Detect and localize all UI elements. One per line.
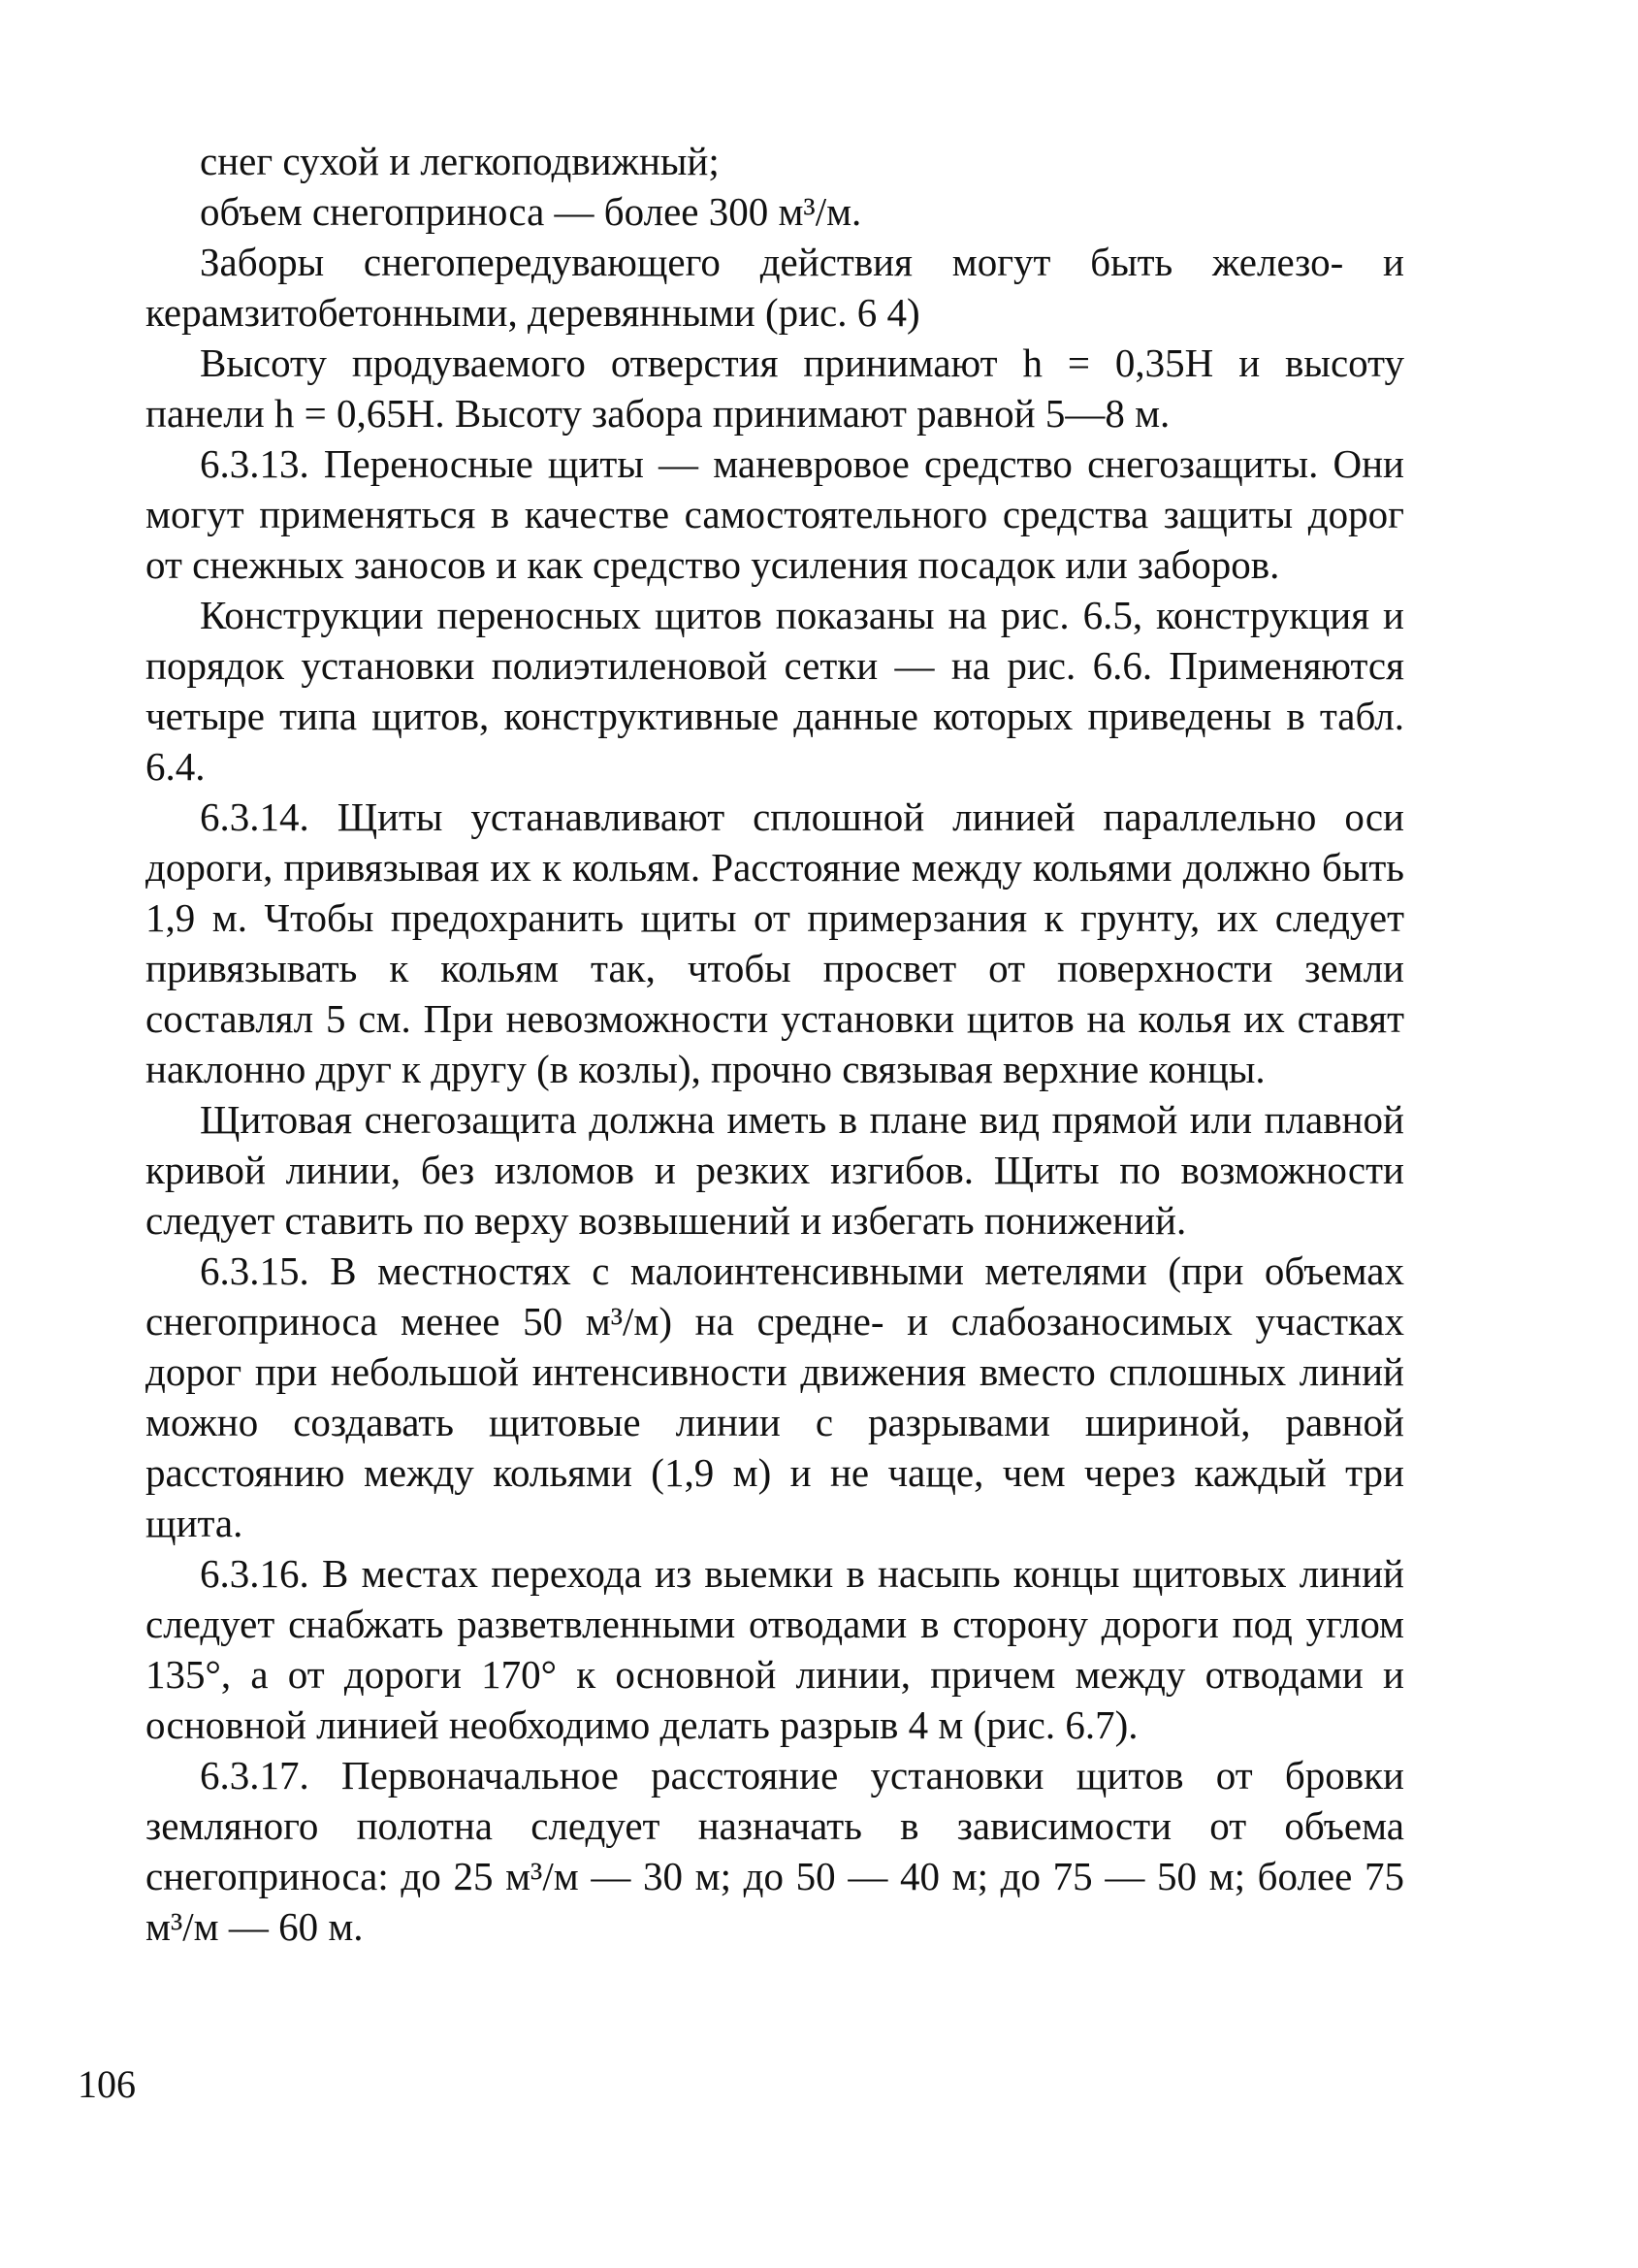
paragraph-3: Заборы снегопередувающего действия могут быть железо- и керамзитобетонными, деревянными (рис. 6 4) (145, 240, 1404, 335)
paragraph-4: Высоту продуваемого отверстия принимают h = 0,35H и высоту панели h = 0,65H. Высоту забора принимают равной 5—8 м. (145, 340, 1404, 436)
paragraph-1: снег сухой и легкоподвижный; (200, 139, 720, 183)
page-body (145, 136, 1404, 1952)
paragraph-6: Конструкции переносных щитов показаны на рис. 6.5, конструкция и порядок установки полиэтиленовой сетки — на рис. 6.6. Применяются четыре типа щитов, конструктивные данные которых приведены в табл. 6.4. (145, 593, 1404, 789)
paragraph-2: объем снегоприноса — более 300 м³/м. (200, 189, 862, 234)
paragraph-5: 6.3.13. Переносные щиты — маневровое средство снегозащиты. Они могут применяться в качестве самостоятельного средства защиты дорог от снежных заносов и как средство усиления посадок или заборов. (145, 441, 1404, 587)
paragraph-9: 6.3.15. В местностях с малоинтенсивными метелями (при объемах снегоприноса менее 50 м³/м) на средне- и слабозаносимых участках дорог при небольшой интенсивности движения вместо сплошных линий можно создавать щитовые линии с разрывами шириной, равной расстоянию между кольями (1,9 м) и не чаще, чем через каждый три щита. (145, 1248, 1404, 1545)
paragraph-7: 6.3.14. Щиты устанавливают сплошной линией параллельно оси дороги, привязывая их к кольям. Расстояние между кольями должно быть 1,9 м. Чтобы предохранить щиты от примерзания к грунту, их следует привязывать к кольям так, чтобы просвет от поверхности земли составлял 5 см. При невозможности установки щитов на колья их ставят наклонно друг к другу (в козлы), прочно связывая верхние концы. (145, 794, 1404, 1091)
paragraph-11: 6.3.17. Первоначальное расстояние установки щитов от бровки земляного полотна следует назначать в зависимости от объема снегоприноса: до 25 м³/м — 30 м; до 50 — 40 м; до 75 — 50 м; более 75 м³/м — 60 м. (145, 1753, 1404, 1949)
page-number: 106 (78, 2062, 136, 2106)
paragraph-10: 6.3.16. В местах перехода из выемки в насыпь концы щитовых линий следует снабжать разветвленными отводами в сторону дороги под углом 135°, а от дороги 170° к основной линии, причем между отводами и основной линией необходимо делать разрыв 4 м (рис. 6.7). (145, 1551, 1404, 1747)
paragraph-8: Щитовая снегозащита должна иметь в плане вид прямой или плавной кривой линии, без изломов и резких изгибов. Щиты по возможности следует ставить по верху возвышений и избегать понижений. (145, 1097, 1404, 1243)
